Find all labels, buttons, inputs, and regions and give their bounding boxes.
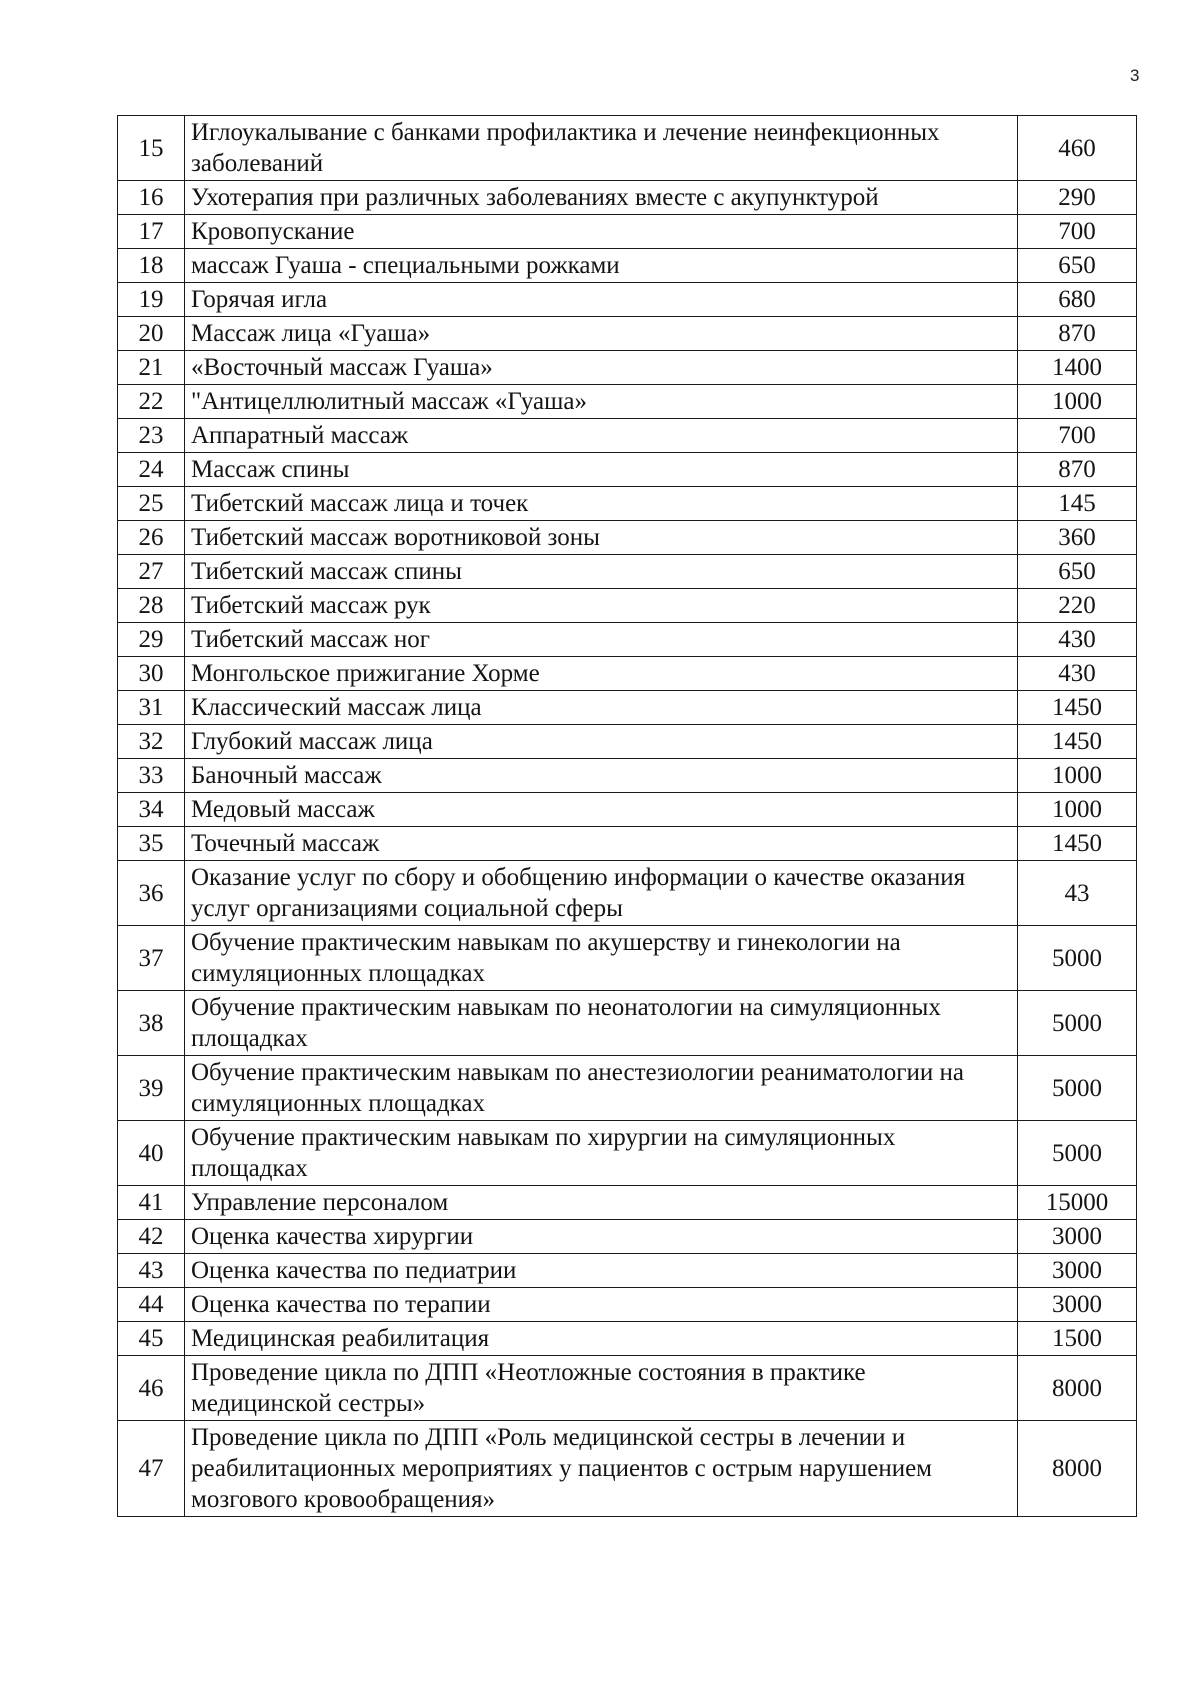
service-name-cell: Оценка качества хирургии [185,1220,1018,1254]
table-row [118,317,1137,351]
row-number-cell: 37 [118,926,185,991]
table-row [118,759,1137,793]
table-row [118,351,1137,385]
table-row [118,419,1137,453]
price-cell: 680 [1018,283,1137,317]
service-name-cell: Оценка качества по терапии [185,1288,1018,1322]
price-cell: 360 [1018,521,1137,555]
price-cell: 3000 [1018,1220,1137,1254]
service-name-cell: "Антицеллюлитный массаж «Гуаша» [185,385,1018,419]
row-number-cell: 27 [118,555,185,589]
service-name-cell: Точечный массаж [185,827,1018,861]
row-number-cell: 26 [118,521,185,555]
price-table-body [118,116,1137,1517]
row-number-cell: 22 [118,385,185,419]
row-number-cell: 44 [118,1288,185,1322]
service-name-cell: Оценка качества по педиатрии [185,1254,1018,1288]
table-row [118,385,1137,419]
price-cell: 1450 [1018,691,1137,725]
row-number-cell: 29 [118,623,185,657]
row-number-cell: 18 [118,249,185,283]
table-row [118,1288,1137,1322]
price-cell: 8000 [1018,1421,1137,1517]
price-cell: 15000 [1018,1186,1137,1220]
service-name-cell: Тибетский массаж воротниковой зоны [185,521,1018,555]
table-row [118,1220,1137,1254]
price-table [117,115,1137,1517]
price-cell: 3000 [1018,1288,1137,1322]
row-number-cell: 24 [118,453,185,487]
price-cell: 1450 [1018,827,1137,861]
row-number-cell: 23 [118,419,185,453]
service-name-cell: Иглоукалывание с банками профилактика и лечение неинфекционных заболеваний [185,116,1018,181]
price-cell: 700 [1018,419,1137,453]
table-row [118,181,1137,215]
row-number-cell: 47 [118,1421,185,1517]
service-name-cell: массаж Гуаша - специальными рожками [185,249,1018,283]
row-number-cell: 43 [118,1254,185,1288]
row-number-cell: 34 [118,793,185,827]
table-row [118,991,1137,1056]
row-number-cell: 16 [118,181,185,215]
price-cell: 5000 [1018,1056,1137,1121]
service-name-cell: Горячая игла [185,283,1018,317]
price-cell: 1000 [1018,759,1137,793]
table-row [118,691,1137,725]
price-cell: 1500 [1018,1322,1137,1356]
service-name-cell: Обучение практическим навыкам по хирургии на симуляционных площадках [185,1121,1018,1186]
price-cell: 700 [1018,215,1137,249]
price-cell: 3000 [1018,1254,1137,1288]
table-row [118,1356,1137,1421]
page-number: 3 [1130,66,1140,85]
row-number-cell: 45 [118,1322,185,1356]
price-cell: 1000 [1018,793,1137,827]
price-cell: 8000 [1018,1356,1137,1421]
row-number-cell: 30 [118,657,185,691]
price-cell: 430 [1018,657,1137,691]
price-cell: 5000 [1018,1121,1137,1186]
service-name-cell: Аппаратный массаж [185,419,1018,453]
price-cell: 460 [1018,116,1137,181]
table-row [118,249,1137,283]
table-row [118,861,1137,926]
row-number-cell: 33 [118,759,185,793]
row-number-cell: 28 [118,589,185,623]
service-name-cell: «Восточный массаж Гуаша» [185,351,1018,385]
table-row [118,487,1137,521]
service-name-cell: Медовый массаж [185,793,1018,827]
table-row [118,453,1137,487]
price-cell: 1000 [1018,385,1137,419]
service-name-cell: Классический массаж лица [185,691,1018,725]
row-number-cell: 25 [118,487,185,521]
table-row [118,623,1137,657]
service-name-cell: Тибетский массаж спины [185,555,1018,589]
service-name-cell: Проведение цикла по ДПП «Роль медицинской сестры в лечении и реабилитационных мероприятиях у пациентов с острым нарушением мозгового кровообращения» [185,1421,1018,1517]
service-name-cell: Обучение практическим навыкам по неонатологии на симуляционных площадках [185,991,1018,1056]
service-name-cell: Обучение практическим навыкам по акушерству и гинекологии на симуляционных площадках [185,926,1018,991]
service-name-cell: Проведение цикла по ДПП «Неотложные состояния в практике медицинской сестры» [185,1356,1018,1421]
table-row [118,116,1137,181]
service-name-cell: Кровопускание [185,215,1018,249]
row-number-cell: 42 [118,1220,185,1254]
row-number-cell: 39 [118,1056,185,1121]
row-number-cell: 31 [118,691,185,725]
table-row [118,589,1137,623]
service-name-cell: Обучение практическим навыкам по анестезиологии реаниматологии на симуляционных площадках [185,1056,1018,1121]
table-row [118,521,1137,555]
service-name-cell: Тибетский массаж лица и точек [185,487,1018,521]
row-number-cell: 19 [118,283,185,317]
service-name-cell: Глубокий массаж лица [185,725,1018,759]
service-name-cell: Массаж спины [185,453,1018,487]
price-cell: 145 [1018,487,1137,521]
price-cell: 43 [1018,861,1137,926]
row-number-cell: 41 [118,1186,185,1220]
price-cell: 290 [1018,181,1137,215]
table-row [118,1121,1137,1186]
table-row [118,283,1137,317]
row-number-cell: 36 [118,861,185,926]
service-name-cell: Монгольское прижигание Хорме [185,657,1018,691]
row-number-cell: 35 [118,827,185,861]
row-number-cell: 32 [118,725,185,759]
price-cell: 5000 [1018,991,1137,1056]
row-number-cell: 20 [118,317,185,351]
table-row [118,657,1137,691]
table-row [118,1056,1137,1121]
price-cell: 220 [1018,589,1137,623]
service-name-cell: Тибетский массаж рук [185,589,1018,623]
row-number-cell: 46 [118,1356,185,1421]
service-name-cell: Тибетский массаж ног [185,623,1018,657]
row-number-cell: 21 [118,351,185,385]
row-number-cell: 17 [118,215,185,249]
row-number-cell: 40 [118,1121,185,1186]
price-cell: 1400 [1018,351,1137,385]
service-name-cell: Оказание услуг по сбору и обобщению информации о качестве оказания услуг организациями социальной сферы [185,861,1018,926]
table-row [118,215,1137,249]
service-name-cell: Ухотерапия при различных заболеваниях вместе с акупунктурой [185,181,1018,215]
table-row [118,827,1137,861]
price-cell: 870 [1018,453,1137,487]
table-row [118,555,1137,589]
price-cell: 650 [1018,249,1137,283]
table-row [118,926,1137,991]
service-name-cell: Медицинская реабилитация [185,1322,1018,1356]
table-row [118,1186,1137,1220]
table-row [118,1322,1137,1356]
table-row [118,1421,1137,1517]
table-row [118,793,1137,827]
service-name-cell: Массаж лица «Гуаша» [185,317,1018,351]
table-row [118,1254,1137,1288]
price-cell: 5000 [1018,926,1137,991]
service-name-cell: Управление персоналом [185,1186,1018,1220]
row-number-cell: 38 [118,991,185,1056]
price-cell: 1450 [1018,725,1137,759]
service-name-cell: Баночный массаж [185,759,1018,793]
row-number-cell: 15 [118,116,185,181]
price-cell: 870 [1018,317,1137,351]
price-cell: 650 [1018,555,1137,589]
price-cell: 430 [1018,623,1137,657]
table-row [118,725,1137,759]
